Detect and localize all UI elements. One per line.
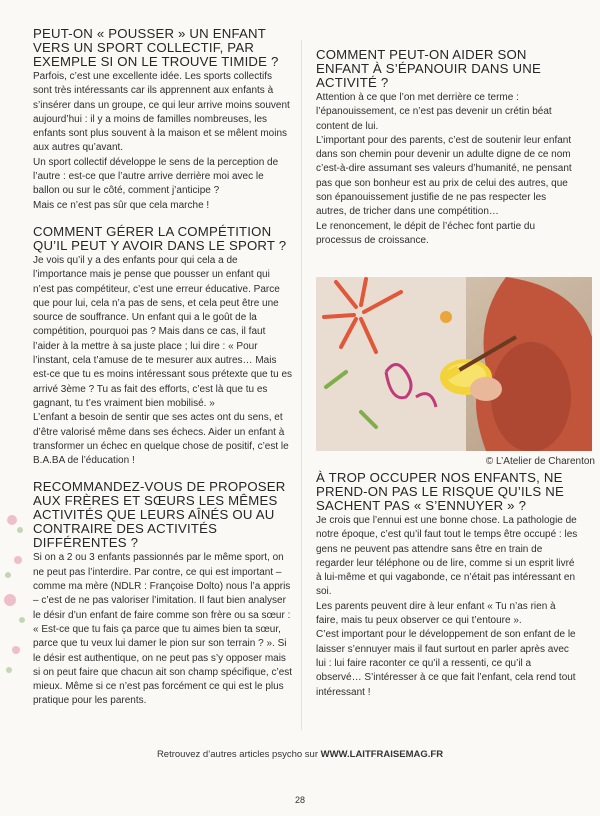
section-ennui: [316, 471, 578, 700]
right-column-upper: [316, 48, 578, 260]
left-column: [33, 27, 293, 721]
section-body: Je crois que l’ennui est une bonne chose. La pathologie de notre époque, c’est qu’il faut tout le temps être occupé : les gens ne peuvent pas attendre sans être en train de regarder leur téléphone ou de lire, comme si un esprit livré à lui-même et qui vagabonde, ce n’était pas intéressant en soi. Les parents peuvent dire à leur enfant « Tu n’as rien à faire, mais tu peux observer ce qui t’entoure ». C’est important pour le développement de son enfant de le laisser s’ennuyer mais il faut surtout en parler après avec lui : lui faire raconter ce qu’il a ressenti, ce qu’il a observé… S’intéresser à ce que fait l’enfant, cela rend tout intéressant !: [316, 515, 578, 698]
floral-margin-decoration: [0, 500, 30, 700]
section-body: Je vois qu’il y a des enfants pour qui cela a de l’importance mais je pense que pousser un enfant qui n’est pas compétiteur, c’est une erreur éducative. Parce que pour lui, cela n’a pas de sens, et cela peut être une source de souffrance. Un enfant qui a le goût de la compétition, pourquoi pas ? Mais dans ce cas, il faut l’aider à la mettre à sa juste place ; lui dire : « Pour l’instant, cela t’amuse de te mesurer aux autres… Mais est-ce que tu es moins intéressant sous prétexte que tu es arrivé 3ème ? Tu as fait des efforts, c’est là que tu es gagnant, tu t’es vraiment bien mobilisé. » L’enfant a besoin de sentir que ses actes ont du sens, et d’être valorisé même dans ses échecs. Aider un enfant à transformer un échec en quelque chose de positif, c’est le B.A.BA de l’éducation !: [33, 254, 293, 467]
section-competition: [33, 225, 293, 468]
section-body: Si on a 2 ou 3 enfants passionnés par le même sport, on ne peut pas l’interdire. Par contre, ce qui est important – comme ma mère (NDLR : Françoise Dolto) nous l’a appris – c’est de ne pas valoriser l’imitation. Il faut bien analyser le désir d’un enfant de faire comme son frère ou sa sœur : « Est-ce que tu fais ça parce que tu aimes bien ta sœur, parce que tu veux lui damer le pion sur son terrain ? ». Si le désir est authentique, on ne peut pas s’y opposer mais si on peut faire que chacun ait son champ spécifique, c’est mieux. Même si ce n’est pas forcément ce qui est le plus pratique pour les parents.: [33, 552, 293, 707]
section-freres-soeurs: [33, 480, 293, 708]
page-number: 28: [294, 795, 305, 805]
section-body: Attention à ce que l’on met derrière ce terme : l’épanouissement, ce n’est pas devenir un crétin béat content de lui. L’important pour des parents, c’est de soutenir leur enfant dans son chemin pour devenir un adulte digne de ce nom c’est-à-dire assumant ses valeurs d’humanité, ne pensant pas que son bonheur est au prix de celui des autres, que son épanouissement justifie de ne pas respecter les autres, de tricher dans une compétition… Le renoncement, le dépit de l’échec font partie du processus de croissance.: [316, 92, 572, 246]
section-heading: RECOMMANDEZ-VOUS DE PROPOSER AUX FRÈRES ET SŒURS LES MÊMES ACTIVITÉS QUE LEURS AÎNÉS OU AU CONTRAIRE DES ACTIVITÉS DIFFÉRENTES ?: [33, 479, 286, 551]
child-painting-photo: [316, 277, 592, 451]
section-epanouir: [316, 48, 578, 248]
right-column-lower: [316, 471, 578, 712]
footer-text: Retrouvez d’autres articles psycho sur: [156, 749, 321, 760]
footer-promo: [0, 749, 600, 760]
column-divider: [301, 40, 302, 730]
section-sport-collectif: [33, 27, 293, 213]
section-heading: À TROP OCCUPER NOS ENFANTS, NE PREND-ON PAS LE RISQUE QU’ILS NE SACHENT PAS « S’ENNUYER » ?: [316, 470, 564, 513]
photo-caption: © L’Atelier de Charenton: [485, 456, 595, 467]
section-heading: COMMENT GÉRER LA COMPÉTITION QU’IL PEUT Y AVOIR DANS LE SPORT ?: [33, 223, 287, 253]
section-body: Parfois, c’est une excellente idée. Les sports collectifs sont très intéressants car ils apprennent aux enfants à s’insérer dans un groupe, ce qui leur arrive moins souvent aujourd’hui : il y a moins de familles nombreuses, les enfants sont plus souvent à la maison et se mêlent moins aux autres qu’avant. Un sport collectif développe le sens de la perception de l’autre : est-ce que l’autre arrive derrière moi avec le ballon ou sur le côté, comment j’anticipe ? Mais ce n’est pas sûr que cela marche !: [33, 71, 290, 211]
section-heading: COMMENT PEUT-ON AIDER SON ENFANT À S’ÉPANOUIR DANS UNE ACTIVITÉ ?: [316, 47, 541, 90]
footer-website-link[interactable]: WWW.LAITFRAISEMAG.FR: [320, 749, 444, 760]
section-heading: PEUT-ON « POUSSER » UN ENFANT VERS UN SPORT COLLECTIF, PAR EXEMPLE SI ON LE TROUVE TIMIDE ?: [33, 26, 279, 69]
